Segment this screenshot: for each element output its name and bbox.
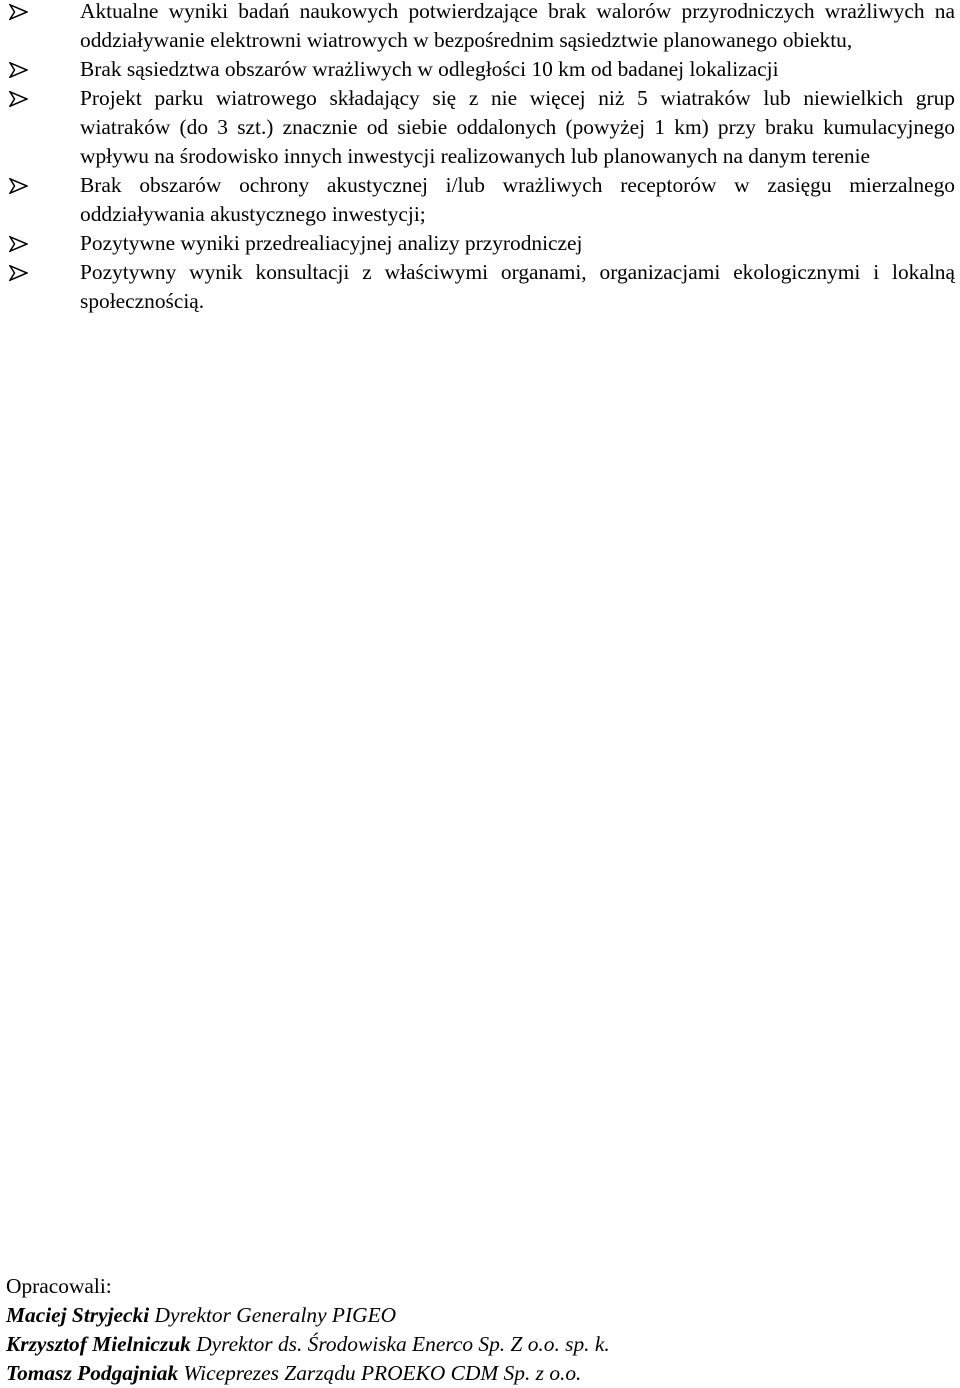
arrowhead-bullet-icon <box>9 91 28 107</box>
list-item <box>0 171 960 229</box>
list-item-text: Pozytywny wynik konsultacji z właściwymi organami, organizacjami ekologicznymi i lokalną społecznością. <box>80 260 955 313</box>
list-item <box>0 258 960 316</box>
arrowhead-bullet-icon <box>9 62 28 78</box>
list-item <box>0 0 960 55</box>
authors-heading: Opracowali: <box>6 1274 112 1298</box>
arrowhead-bullet-icon <box>9 265 28 281</box>
list-item-text: Brak sąsiedztwa obszarów wrażliwych w odległości 10 km od badanej lokalizacji <box>80 57 779 81</box>
author-name: Tomasz Podgajniak <box>6 1361 179 1385</box>
authors-block <box>6 1272 956 1388</box>
author-name: Maciej Stryjecki <box>6 1303 150 1327</box>
list-item-text: Pozytywne wyniki przedrealiacyjnej analizy przyrodniczej <box>80 231 583 255</box>
author-line <box>6 1330 956 1359</box>
list-item-text: Aktualne wyniki badań naukowych potwierdzające brak walorów przyrodniczych wrażliwych na oddziaływanie elektrowni wiatrowych w bezpośrednim sąsiedztwie planowanego obiektu, <box>80 0 955 52</box>
arrowhead-bullet-icon <box>9 4 28 20</box>
author-role: Dyrektor ds. Środowiska Enerco Sp. Z o.o. sp. k. <box>196 1332 610 1356</box>
list-item <box>0 84 960 171</box>
list-item-text: Brak obszarów ochrony akustycznej i/lub wrażliwych receptorów w zasięgu mierzalnego oddziaływania akustycznego inwestycji; <box>80 173 955 226</box>
list-item <box>0 55 960 84</box>
author-line <box>6 1301 956 1330</box>
author-role: Dyrektor Generalny PIGEO <box>154 1303 397 1327</box>
author-role: Wiceprezes Zarządu PROEKO CDM Sp. z o.o. <box>183 1361 582 1385</box>
arrowhead-bullet-icon <box>9 178 28 194</box>
list-item-text: Projekt parku wiatrowego składający się z nie więcej niż 5 wiatraków lub niewielkich grup wiatraków (do 3 szt.) znacznie od siebie oddalonych (powyżej 1 km) przy braku kumulacyjnego wpływu na środowisko innych inwestycji realizowanych lub planowanych na danym terenie <box>80 86 955 168</box>
list-item <box>0 229 960 258</box>
author-line <box>6 1359 956 1388</box>
criteria-list <box>0 0 960 316</box>
author-name: Krzysztof Mielniczuk <box>6 1332 191 1356</box>
arrowhead-bullet-icon <box>9 236 28 252</box>
